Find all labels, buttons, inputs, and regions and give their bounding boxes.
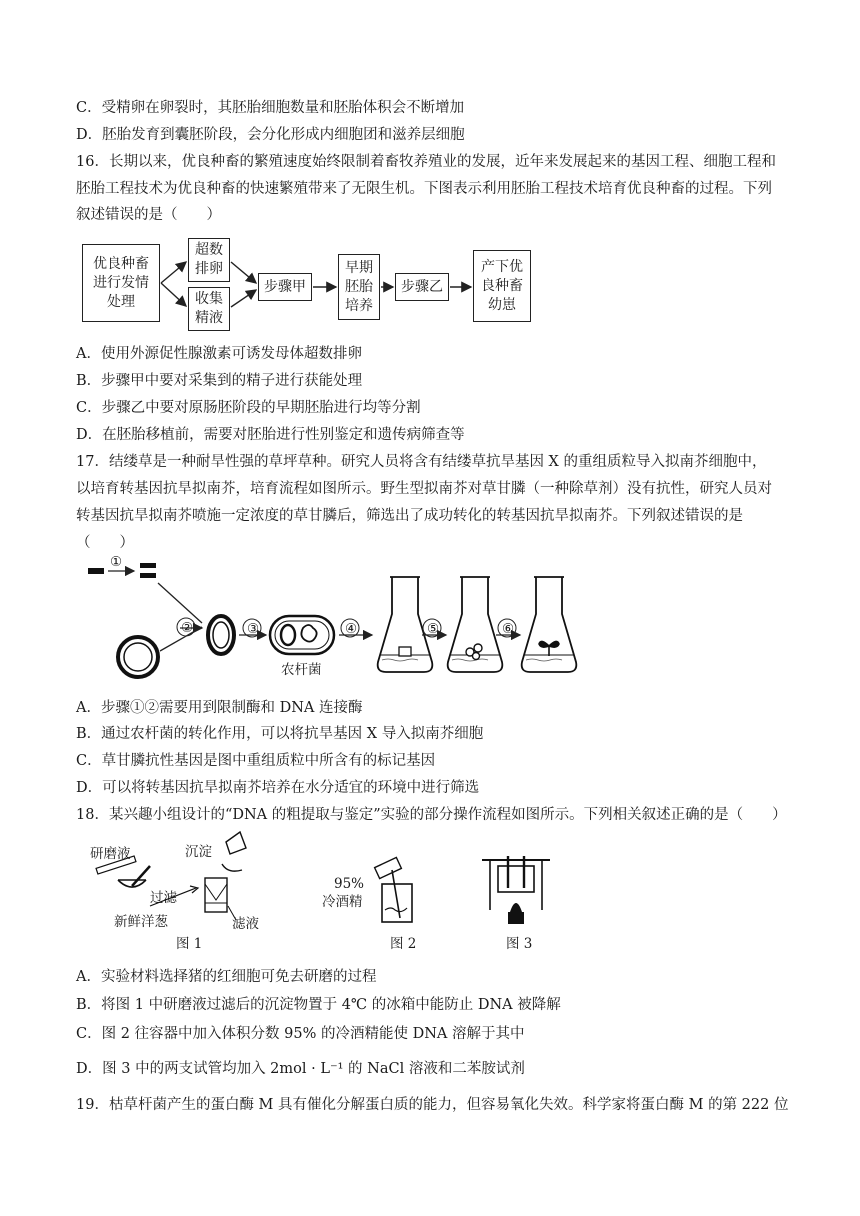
figure-2-caption: 图 2 <box>390 936 417 952</box>
filtrate-label: 滤液 <box>232 916 259 932</box>
grinding-liquid-label: 研磨液 <box>90 846 131 862</box>
flow-collect-semen-box: 收集 精液 <box>188 287 230 331</box>
q15-option-d: D．胚胎发育到囊胚阶段，会分化形成内细胞团和滋养层细胞 <box>76 127 465 143</box>
step-2-label: ② <box>181 620 194 636</box>
step-1-label: ① <box>110 554 123 570</box>
q19-stem: 19．枯草杆菌产生的蛋白酶 M 具有催化分解蛋白质的能力，但容易氧化失效。科学家将蛋白酶 M 的第 222 位 <box>76 1097 789 1113</box>
step-4-label: ④ <box>345 621 358 637</box>
q17-stem-line3: 转基因抗旱拟南芥喷施一定浓度的草甘膦后，筛选出了成功转化的转基因抗旱拟南芥。下列叙述错误的是 <box>76 508 743 524</box>
q18-option-d: D．图 3 中的两支试管均加入 2mol · L⁻¹ 的 NaCl 溶液和二苯胺试剂 <box>76 1061 525 1077</box>
flow-superovulation-box: 超数 排卵 <box>188 238 230 282</box>
q17-option-b: B．通过农杆菌的转化作用，可以将抗旱基因 X 导入拟南芥细胞 <box>76 726 484 742</box>
precipitate-label: 沉淀 <box>185 844 212 860</box>
figure-3-caption: 图 3 <box>506 936 533 952</box>
q18-option-a: A．实验材料选择猪的红细胞可免去研磨的过程 <box>76 969 377 985</box>
q16-option-c: C．步骤乙中要对原肠胚阶段的早期胚胎进行均等分割 <box>76 400 421 416</box>
step-3-label: ③ <box>247 621 260 637</box>
pestle-icon <box>132 866 150 886</box>
q17-stem-line1: 17．结缕草是一种耐旱性强的草坪草种。研究人员将含有结缕草抗旱基因 X 的重组质粒导入拟南芥细胞中， <box>76 454 767 470</box>
agrobacterium-label: 农杆菌 <box>281 662 322 678</box>
q17-option-d: D．可以将转基因抗旱拟南芥培养在水分适宜的环境中进行筛选 <box>76 780 480 796</box>
q17-stem-line2: 以培育转基因抗旱拟南芥，培育流程如图所示。野生型拟南芥对草甘膦（一种除草剂）没有抗性，研究人员对 <box>76 481 772 497</box>
alcohol-concentration-label: 95% <box>334 876 365 892</box>
water-bath-icon <box>482 856 550 924</box>
q16-option-d: D．在胚胎移植前，需要对胚胎进行性别鉴定和遗传病筛查等 <box>76 427 465 443</box>
alcohol-bottle-icon <box>375 857 402 878</box>
flow-end-box: 产下优 良种畜 幼崽 <box>473 250 531 322</box>
q18-option-b: B．将图 1 中研磨液过滤后的沉淀物置于 4℃ 的冰箱中能防止 DNA 被降解 <box>76 997 561 1013</box>
figure-1-caption: 图 1 <box>176 936 203 952</box>
q16-stem-line3: 叙述错误的是（ ） <box>76 207 221 223</box>
q17-option-c: C．草甘膦抗性基因是图中重组质粒中所含有的标记基因 <box>76 753 436 769</box>
filter-label: 过滤 <box>150 890 177 906</box>
flow-step-a-box: 步骤甲 <box>258 273 312 301</box>
q17-option-a: A．步骤①②需要用到限制酶和 DNA 连接酶 <box>76 700 363 716</box>
q18-option-c: C．图 2 往容器中加入体积分数 95% 的冷酒精能使 DNA 溶解于其中 <box>76 1026 525 1042</box>
flow-step-b-box: 步骤乙 <box>395 273 449 301</box>
q16-stem-line1: 16．长期以来，优良种畜的繁殖速度始终限制着畜牧养殖业的发展，近年来发展起来的基因工程、细胞工程和 <box>76 154 776 170</box>
q16-option-b: B．步骤甲中要对采集到的精子进行获能处理 <box>76 373 363 389</box>
flow-culture-box: 早期 胚胎 培养 <box>338 254 380 320</box>
q16-stem-line2: 胚胎工程技术为优良种畜的快速繁殖带来了无限生机。下图表示利用胚胎工程技术培育优良种畜的过程。下列 <box>76 181 772 197</box>
step-6-label: ⑥ <box>502 621 515 637</box>
q18-stem: 18．某兴趣小组设计的“DNA 的粗提取与鉴定”实验的部分操作流程如图所示。下列相关叙述正确的是（ ） <box>76 807 787 823</box>
flow-start-box: 优良种畜 进行发情 处理 <box>82 244 160 322</box>
cold-alcohol-label: 冷酒精 <box>322 894 363 910</box>
q16-option-a: A．使用外源促性腺激素可诱发母体超数排卵 <box>76 346 362 362</box>
q17-stem-line4: （ ） <box>76 535 134 551</box>
filter-beaker-icon <box>205 878 227 912</box>
beaker-pour-icon <box>226 832 246 854</box>
fresh-onion-label: 新鲜洋葱 <box>114 914 168 930</box>
q15-option-c: C．受精卵在卵裂时，其胚胎细胞数量和胚胎体积会不断增加 <box>76 100 465 116</box>
step-5-label: ⑤ <box>427 621 440 637</box>
